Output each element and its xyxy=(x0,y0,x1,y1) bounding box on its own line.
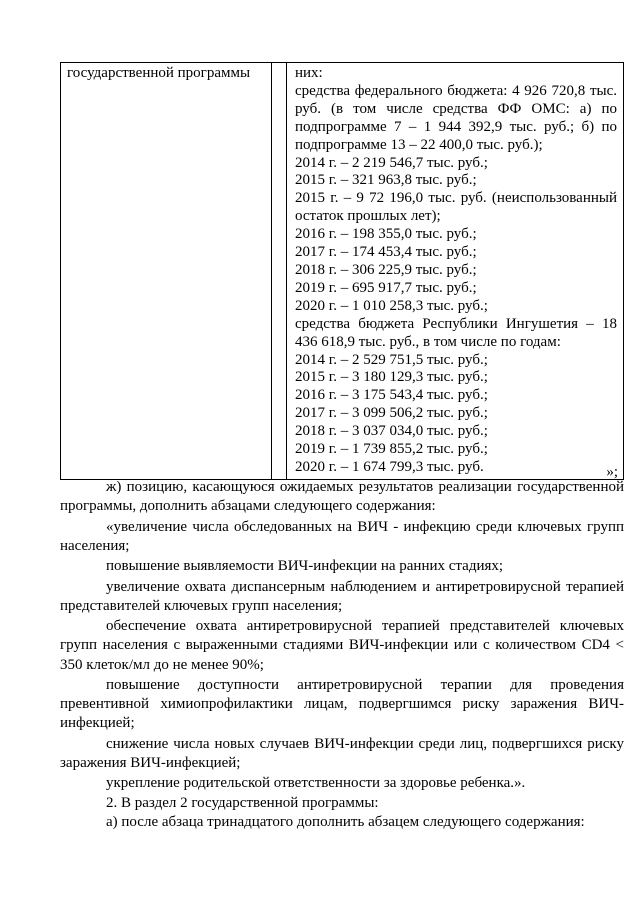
table-spacer-cell xyxy=(272,63,287,480)
left-cell-text: государственной программы xyxy=(67,65,251,81)
funding-line: 2020 г. – 1 674 799,3 тыс. руб. xyxy=(295,458,484,475)
paragraph: а) после абзаца тринадцатого дополнить абзацем следующего содержания: xyxy=(106,813,585,830)
funding-line: 2015 г. – 3 180 129,3 тыс. руб.; xyxy=(295,369,488,386)
funding-line: средства федерального бюджета: 4 926 720,8 тыс. руб. (в том числе средства ФФ ОМС: а) по подпрограмме 7 – 1 944 392,9 тыс. руб.; б) по подпрограмме 13 – 22 400,0 тыс. руб.); xyxy=(295,82,617,153)
funding-line: 2014 г. – 2 219 546,7 тыс. руб.; xyxy=(295,154,488,171)
paragraph: снижение числа новых случаев ВИЧ-инфекции среди лиц, подвергшихся риску заражения ВИЧ-инфекцией; xyxy=(60,735,624,771)
funding-line: 2016 г. – 198 355,0 тыс. руб.; xyxy=(295,226,477,243)
amendment-text xyxy=(60,478,624,832)
funding-line: 2014 г. – 2 529 751,5 тыс. руб.; xyxy=(295,351,488,368)
funding-line: 2019 г. – 695 917,7 тыс. руб.; xyxy=(295,279,477,296)
funding-line: 2018 г. – 3 037 034,0 тыс. руб.; xyxy=(295,423,488,440)
funding-line: 2015 г. – 321 963,8 тыс. руб.; xyxy=(295,172,477,189)
funding-line: 2016 г. – 3 175 543,4 тыс. руб.; xyxy=(295,387,488,404)
paragraph: «увеличение числа обследованных на ВИЧ - инфекцию среди ключевых групп населения; xyxy=(60,518,624,554)
table-left-cell xyxy=(61,63,272,480)
table-funding-cell xyxy=(287,63,624,480)
funding-line: 2015 г. – 9 72 196,0 тыс. руб. (неиспользованный остаток прошлых лет); xyxy=(295,190,617,225)
funding-line: 2019 г. – 1 739 855,2 тыс. руб.; xyxy=(295,441,488,458)
funding-line: средства бюджета Республики Ингушетия – 18 436 618,9 тыс. руб., в том числе по годам: xyxy=(295,315,617,350)
funding-line: них: xyxy=(295,65,323,81)
paragraph: обеспечение охвата антиретровирусной терапией представителей ключевых групп населения с выраженными стадиями ВИЧ-инфекции или с количеством CD4 < 350 клеток/мл до не менее 90%; xyxy=(60,618,624,673)
paragraph: повышение выявляемости ВИЧ-инфекции на ранних стадиях; xyxy=(106,558,504,575)
paragraph: повышение доступности антиретровирусной терапии для проведения превентивной химиопрофилактики лицам, подвергшимся риску заражения ВИЧ-инфекцией; xyxy=(60,676,624,732)
section-heading: 2. В раздел 2 государственной программы: xyxy=(106,794,379,811)
paragraph: ж) позицию, касающуюся ожидаемых результатов реализации государственной программы, дополнить абзацами следующего содержания: xyxy=(60,479,624,515)
program-funding-table xyxy=(60,62,624,480)
table-row xyxy=(61,63,624,480)
funding-line: 2017 г. – 3 099 506,2 тыс. руб.; xyxy=(295,405,488,422)
funding-line: 2020 г. – 1 010 258,3 тыс. руб.; xyxy=(295,297,488,314)
paragraph: укрепление родительской ответственности за здоровье ребенка.». xyxy=(106,775,526,792)
funding-line: 2017 г. – 174 453,4 тыс. руб.; xyxy=(295,244,477,261)
closing-quote-mark: »; xyxy=(606,464,618,480)
paragraph: увеличение охвата диспансерным наблюдением и антиретровирусной терапией представителей ключевых групп населения; xyxy=(60,578,624,614)
funding-line: 2018 г. – 306 225,9 тыс. руб.; xyxy=(295,261,477,278)
